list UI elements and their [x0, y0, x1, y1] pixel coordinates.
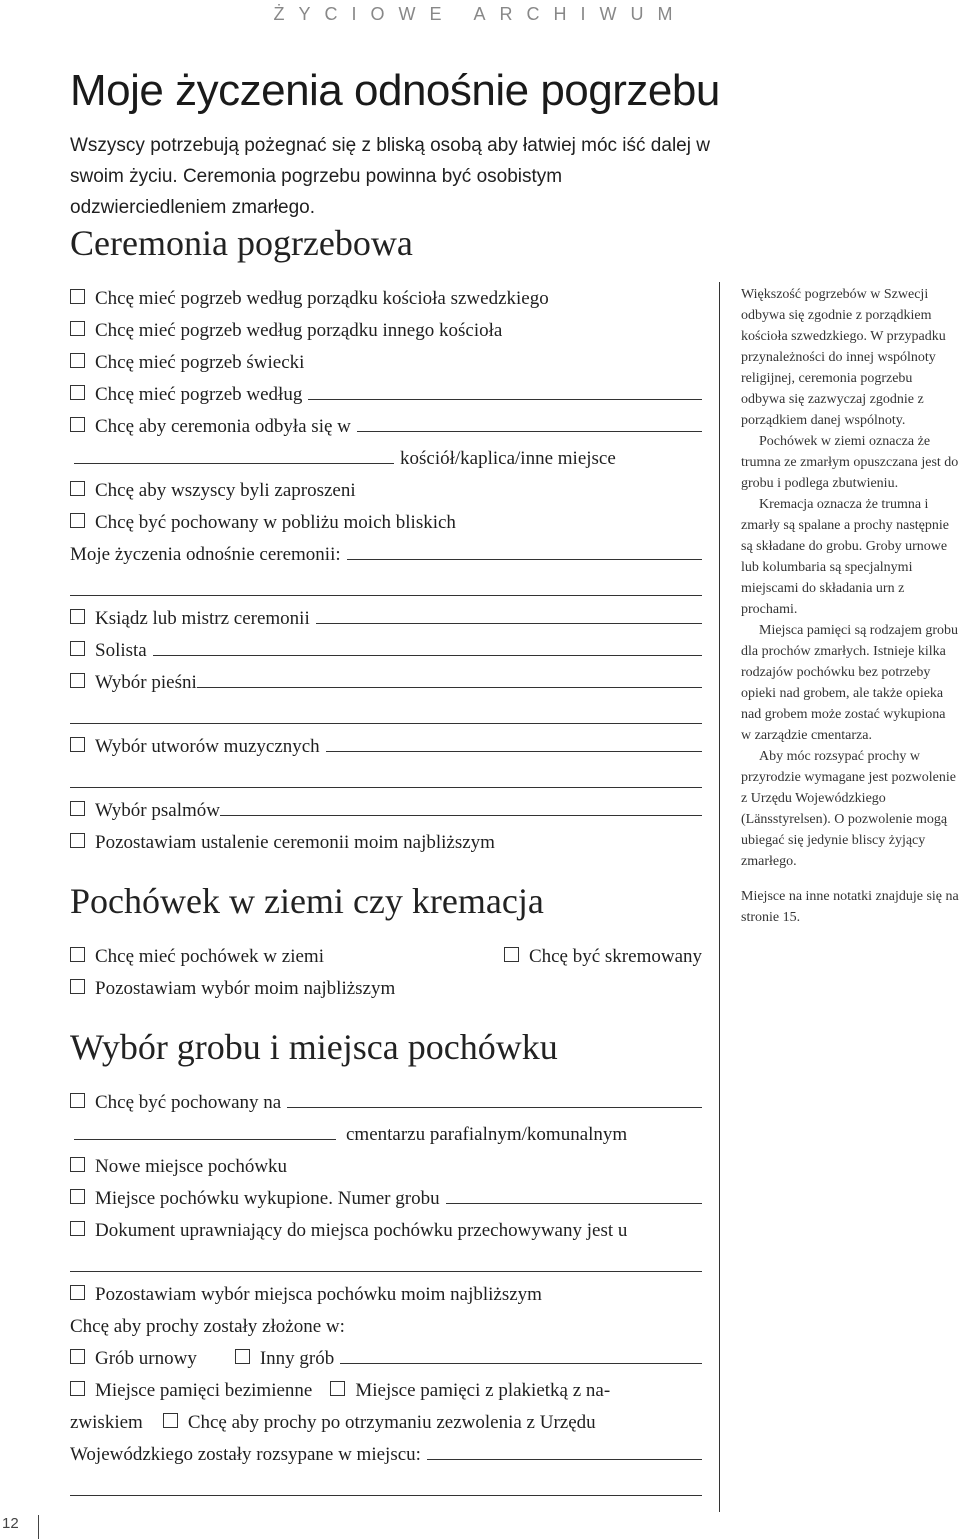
checkbox[interactable] [70, 1157, 85, 1172]
option-label: Grób urnowy [95, 1348, 197, 1369]
write-line[interactable] [70, 1271, 702, 1272]
running-header: ŻYCIOWE ARCHIWUM [273, 4, 687, 24]
sidebar-notes [741, 284, 959, 928]
checkbox[interactable] [70, 979, 85, 994]
section-heading-burial: Pochówek w ziemi czy kremacja [70, 881, 544, 921]
option-label: Solista [95, 640, 147, 661]
option-label: Wybór pieśni [95, 672, 197, 693]
checkbox[interactable] [70, 1349, 85, 1364]
option-priest [70, 602, 702, 630]
option-label: Pozostawiam wybór moim najbliższym [95, 978, 396, 999]
checkbox[interactable] [70, 321, 85, 336]
checkbox[interactable] [70, 801, 85, 816]
section-heading-grave: Wybór grobu i miejsca pochówku [70, 1027, 558, 1067]
write-line[interactable] [287, 1107, 702, 1108]
scatter-place-row [70, 1438, 702, 1466]
field-label: Chcę aby prochy zostały złożone w: [70, 1316, 345, 1337]
option-ceremony-place [70, 410, 702, 438]
write-line[interactable] [446, 1203, 702, 1204]
checkbox[interactable] [70, 609, 85, 624]
ashes-label-row [70, 1310, 702, 1338]
option-leave-ceremony [70, 826, 702, 854]
write-line[interactable] [74, 1139, 336, 1140]
field-label: Moje życzenia odnośnie ceremonii: [70, 544, 341, 565]
checkbox[interactable] [70, 417, 85, 432]
checkbox[interactable] [70, 947, 85, 962]
write-line[interactable] [153, 655, 702, 656]
sidebar-paragraph: Miejsce na inne notatki znajduje się na stronie 15. [741, 889, 959, 925]
checkbox[interactable] [70, 1221, 85, 1236]
option-label: Wybór psalmów [95, 800, 220, 821]
write-line[interactable] [357, 431, 702, 432]
option-leave-burial [70, 972, 702, 1000]
cemetery-hint: cmentarzu parafialnym/komunalnym [346, 1124, 628, 1145]
field-label: Wojewódzkiego zostały rozsypane w miejscu: [70, 1444, 421, 1465]
option-label: Miejsce pamięci bezimienne [95, 1380, 313, 1401]
checkbox[interactable] [504, 947, 519, 962]
write-line[interactable] [308, 399, 702, 400]
option-label: Pozostawiam ustalenie ceremonii moim najbliższym [95, 832, 495, 853]
option-label: Chcę aby ceremonia odbyła się w [95, 416, 351, 437]
option-label: Chcę aby prochy po otrzymaniu zezwolenia z Urzędu [187, 1412, 596, 1433]
sidebar-paragraph: Pochówek w ziemi oznacza że trumna ze zmarłym opuszczana jest do grobu i podlega zbutwieniu. [741, 434, 959, 491]
write-line[interactable] [316, 623, 702, 624]
option-label: Nowe miejsce pochówku [95, 1156, 288, 1177]
page-number: 12 [0, 1515, 39, 1539]
option-buried-at [70, 1086, 702, 1114]
option-label: Ksiądz lub mistrz ceremonii [95, 608, 310, 629]
checkbox[interactable] [70, 1093, 85, 1108]
checkbox[interactable] [330, 1381, 345, 1396]
sidebar-paragraph: Kremacja oznacza że trumna i zmarły są spalane a prochy następnie są składane do grobu. Groby urnowe lub kolumbaria są specjalnymi miejscami do składania urn z prochami. [741, 497, 949, 617]
option-label: Wybór utworów muzycznych [95, 736, 320, 757]
option-label: Chcę mieć pochówek w ziemi [95, 946, 324, 967]
option-secular [70, 346, 702, 374]
place-hint: kościół/kaplica/inne miejsce [400, 448, 616, 469]
option-all-invited [70, 474, 702, 502]
section-heading-ceremony: Ceremonia pogrzebowa [70, 223, 413, 263]
checkbox[interactable] [70, 673, 85, 688]
option-label: Miejsce pamięci z plakietką z na- [355, 1380, 611, 1401]
ashes-options-row [70, 1342, 702, 1370]
option-label: Dokument uprawniający do miejsca pochówku przechowywany jest u [95, 1220, 628, 1241]
option-soloist [70, 634, 702, 662]
option-label: Chcę mieć pogrzeb świecki [95, 352, 305, 373]
option-near-family [70, 506, 702, 534]
option-music [70, 730, 702, 758]
checkbox[interactable] [70, 1285, 85, 1300]
option-new-place [70, 1150, 702, 1178]
checkbox[interactable] [70, 353, 85, 368]
option-label: Chcę być pochowany w pobliżu moich bliskich [95, 512, 456, 533]
option-label: Chcę mieć pogrzeb według porządku innego kościoła [95, 320, 503, 341]
intro-text: Wszyscy potrzebują pożegnać się z bliską osobą aby łatwiej móc iść dalej w swoim życiu. Ceremonia pogrzebu powinna być osobistym odzwierciedleniem zmarłego. [70, 135, 710, 218]
write-line[interactable] [70, 723, 702, 724]
sidebar-paragraph: Miejsca pamięci są rodzajem grobu dla prochów zmarłych. Istnieje kilka rodzajów pochówku bez potrzeby opieki nad grobem, ale także opieka nad grobem może zostać wykupiona w zarządzie cmentarza. [741, 623, 959, 743]
checkbox[interactable] [163, 1413, 178, 1428]
write-line[interactable] [220, 815, 702, 816]
checkbox[interactable] [70, 737, 85, 752]
option-burial [70, 946, 324, 968]
option-other-church [70, 314, 702, 342]
write-line[interactable] [70, 595, 702, 596]
sidebar-paragraph: Aby móc rozsypać prochy w przyrodzie wymagane jest pozwolenie z Urzędu Wojewódzkiego (Länsstyrelsen). O pozwolenie mogą ubiegać się jedynie bliscy żyjący zmarłego. [741, 749, 956, 869]
option-label: Chcę mieć pogrzeb według porządku kościoła szwedzkiego [95, 288, 549, 309]
option-label: Miejsce pochówku wykupione. Numer grobu [95, 1188, 440, 1209]
write-line[interactable] [197, 687, 702, 688]
sidebar-divider [719, 282, 720, 1512]
option-swedish-church [70, 282, 702, 310]
write-line[interactable] [347, 559, 702, 560]
checkbox[interactable] [70, 385, 85, 400]
checkbox[interactable] [70, 833, 85, 848]
option-cremation [504, 946, 702, 968]
option-leave-grave [70, 1278, 702, 1306]
write-line[interactable] [427, 1459, 702, 1460]
checkbox[interactable] [235, 1349, 250, 1364]
checkbox[interactable] [70, 513, 85, 528]
option-label: Chcę być skremowany [528, 946, 702, 967]
write-line[interactable] [70, 787, 702, 788]
option-label: Pozostawiam wybór miejsca pochówku moim najbliższym [95, 1284, 542, 1305]
write-line[interactable] [340, 1363, 702, 1364]
option-according-to [70, 378, 702, 406]
option-bought [70, 1182, 702, 1210]
burial-choice-row [70, 940, 702, 968]
option-songs [70, 666, 702, 694]
write-line[interactable] [326, 751, 702, 752]
checkbox[interactable] [70, 641, 85, 656]
option-label: zwiskiem [70, 1412, 143, 1433]
checkbox[interactable] [70, 1381, 85, 1396]
page-title: Moje życzenia odnośnie pogrzebu [70, 66, 720, 115]
write-line[interactable] [74, 463, 394, 464]
checkbox[interactable] [70, 481, 85, 496]
checkbox[interactable] [70, 289, 85, 304]
cemetery-line [70, 1118, 702, 1146]
option-psalms [70, 794, 702, 822]
sidebar-paragraph: Większość pogrzebów w Szwecji odbywa się zgodnie z porządkiem kościoła szwedzkiego. W przypadku przynależności do innej wspólnoty religijnej, ceremonia pogrzebu odbywa się zazwyczaj zgodnie z porządkiem danej wspólnoty. [741, 287, 946, 428]
scatter-row [70, 1406, 702, 1434]
ceremony-place-line [70, 442, 702, 470]
ceremony-wishes [70, 538, 702, 566]
option-label: Chcę mieć pogrzeb według [95, 384, 303, 405]
checkbox[interactable] [70, 1189, 85, 1204]
write-line[interactable] [70, 1495, 702, 1496]
memorial-options-row [70, 1374, 702, 1402]
option-document [70, 1214, 715, 1242]
option-label: Inny grób [259, 1348, 335, 1369]
option-label: Chcę być pochowany na [95, 1092, 282, 1113]
option-label: Chcę aby wszyscy byli zaproszeni [95, 480, 356, 501]
